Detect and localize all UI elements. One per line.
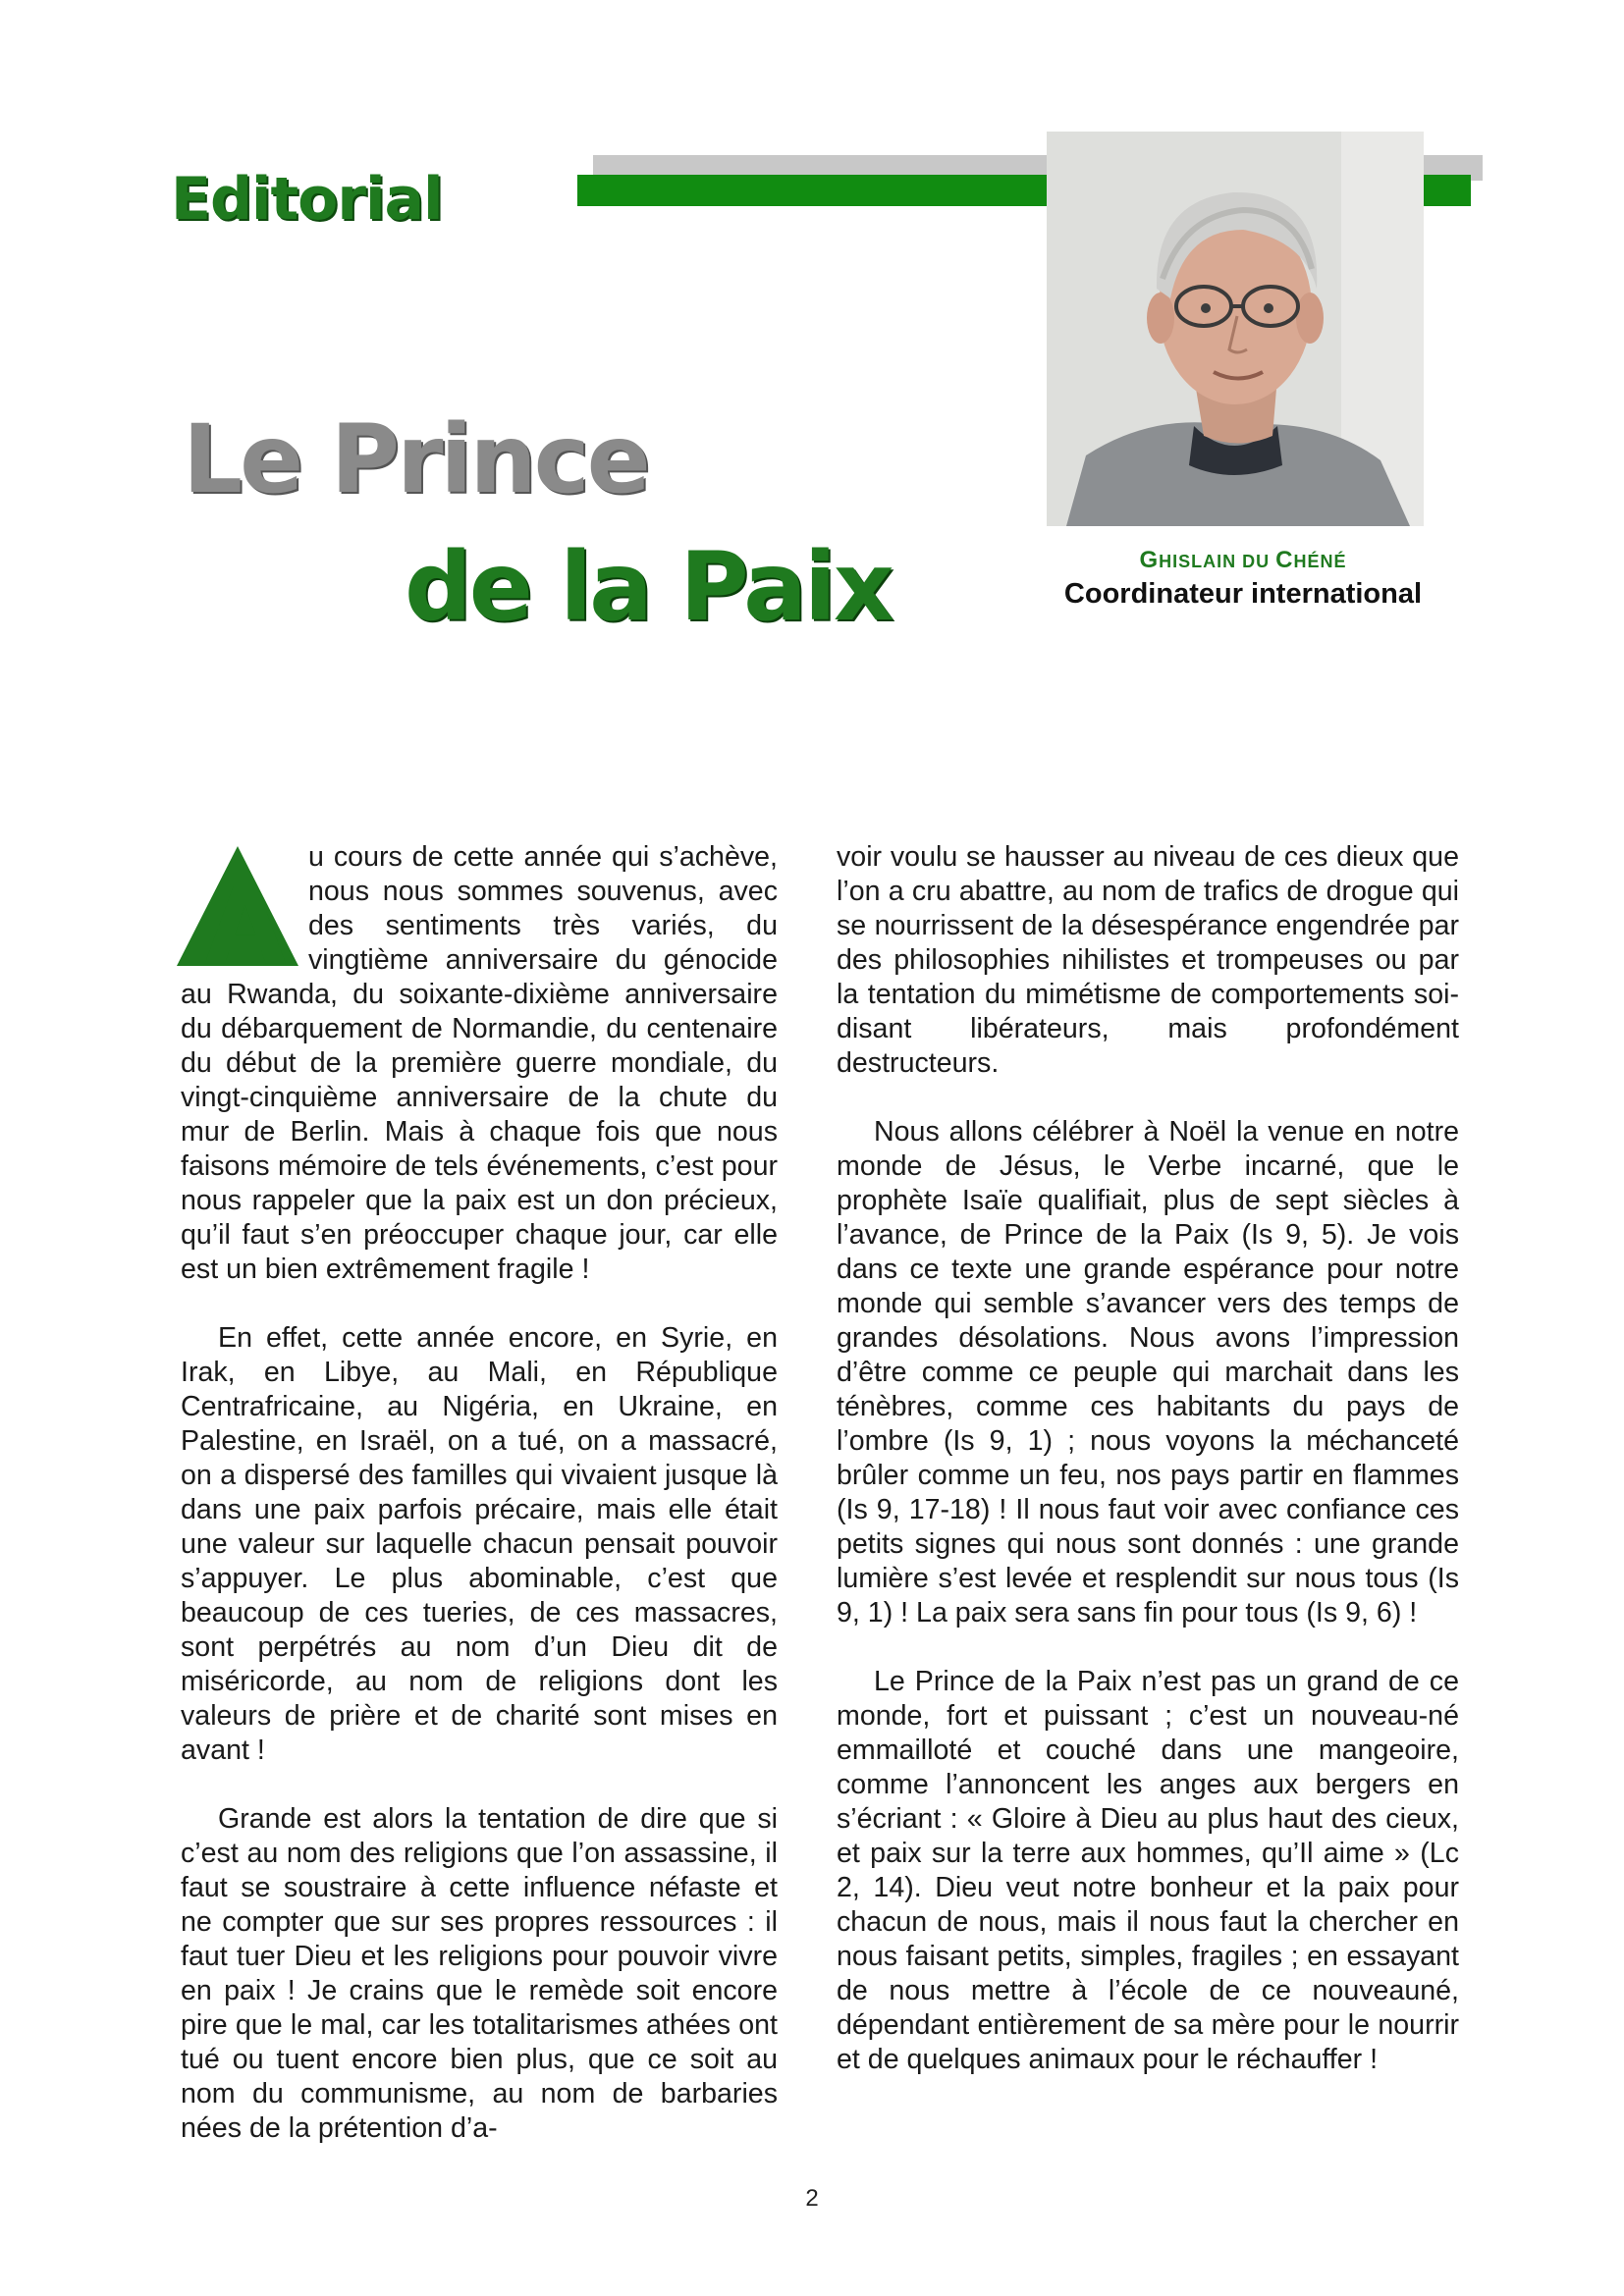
section-label: Editorial — [171, 165, 443, 234]
author-name-part-1: HISLAIN DU — [1159, 552, 1276, 571]
article-paragraph: Grande est alors la tentation de dire que si c’est au nom des religions que l’on assassine, il faut se soustraire à cette influence néfaste et ne compter que sur ses propres ressources : il faut tuer Dieu et les religions pour pouvoir vivre en paix ! Je crains que le remède soit encore pire que le mal, car les totalitarismes athées ont tué ou tuent encore bien plus, que ce soit au nom du communisme, au nom de barbaries nées de la prétention d’a- — [181, 1803, 778, 2144]
author-name — [1037, 547, 1449, 574]
author-name-part-2: HÉNÉ — [1293, 552, 1347, 571]
article-column-right — [837, 840, 1459, 2111]
author-role: Coordinateur international — [1063, 578, 1423, 610]
drop-cap-letter: A — [204, 867, 287, 989]
article-title-line-2: de la Paix — [405, 532, 892, 642]
page-number: 2 — [805, 2185, 819, 2212]
portrait-illustration — [1047, 132, 1424, 526]
article-column-left — [181, 840, 778, 2180]
author-portrait-photo — [1047, 132, 1424, 526]
article-paragraph: Le Prince de la Paix n’est pas un grand de ce monde, fort et puissant ; c’est un nouveau-né emmailloté et couché dans une mangeoire, comme l’annoncent les anges aux bergers en s’écriant : « Gloire à Dieu au plus haut des cieux, et paix sur la terre aux hommes, qu’Il aime » (Lc 2, 14). Dieu veut notre bonheur et la paix pour chacun de nous, mais il nous faut la chercher en nous faisant petits, simples, fragiles ; en essayant de nous mettre à l’école de ce nouveauné, dépendant entièrement de sa mère pour le nourrir et de quelques animaux pour le réchauffer ! — [837, 1666, 1459, 2075]
drop-cap — [175, 844, 300, 989]
article-paragraph: En effet, cette année encore, en Syrie, en Irak, en Libye, au Mali, en République Centrafricaine, au Nigéria, en Ukraine, en Palestine, en Israël, on a tué, on a massacré, on a dispersé des familles qui vivaient jusque là dans une paix parfois précaire, mais elle était une valeur sur laquelle chacun pensait pouvoir s’appuyer. Le plus abominable, c’est que beaucoup de ces tueries, de ces massacres, sont perpétrés au nom d’un Dieu dit de miséricorde, au nom de religions dont les valeurs de prière et de charité sont mises en avant ! — [181, 1322, 778, 1766]
author-name-initial-1: G — [1139, 547, 1160, 573]
author-block — [1037, 547, 1449, 611]
article-paragraph — [181, 840, 778, 1287]
article-paragraph: Nous allons célébrer à Noël la venue en notre monde de Jésus, le Verbe incarné, que le prophète Isaïe qualifiait, plus de sept siècles à l’avance, de Prince de la Paix (Is 9, 5). Je vois dans ce texte une grande espérance pour notre monde qui semble s’avancer vers des temps de grandes désolations. Nous avons l’impression d’être comme ce peuple qui marchait dans les ténèbres, comme ces habitants du pays de l’ombre (Is 9, 1) ; nous voyons la méchanceté brûler comme un feu, nos pays partir en flammes (Is 9, 17-18) ! Il nous faut voir avec confiance ces petits signes qui nous sont donnés : une grande lumière s’est levée et resplendit sur nous tous (Is 9, 1) ! La paix sera sans fin pour tous (Is 9, 6) ! — [837, 1116, 1459, 1629]
paragraph-text: u cours de cette année qui s’achève, nous nous sommes souvenus, avec des sentiments très variés, du vingtième anniversaire du génocide au Rwanda, du soixante-dixième anniversaire du débarquement de Normandie, du centenaire du début de la première guerre mondiale, du vingt-cinquième anniversaire de la chute du mur de Berlin. Mais à chaque fois que nous faisons mémoire de tels événements, c’est pour nous rappeler que la paix est un don précieux, qu’il faut s’en préoccuper chaque jour, car elle est un bien extrêmement fragile ! — [181, 841, 778, 1285]
article-paragraph: voir voulu se hausser au niveau de ces dieux que l’on a cru abattre, au nom de trafics de drogue qui se nourrissent de la désespérance engendrée par des philosophies nihilistes et trompeuses ou par la tentation du mimétisme de comportements soi-disant libérateurs, mais profondément destructeurs. — [837, 841, 1459, 1079]
author-name-initial-2: C — [1275, 547, 1294, 573]
article-title-line-1: Le Prince — [183, 404, 648, 514]
